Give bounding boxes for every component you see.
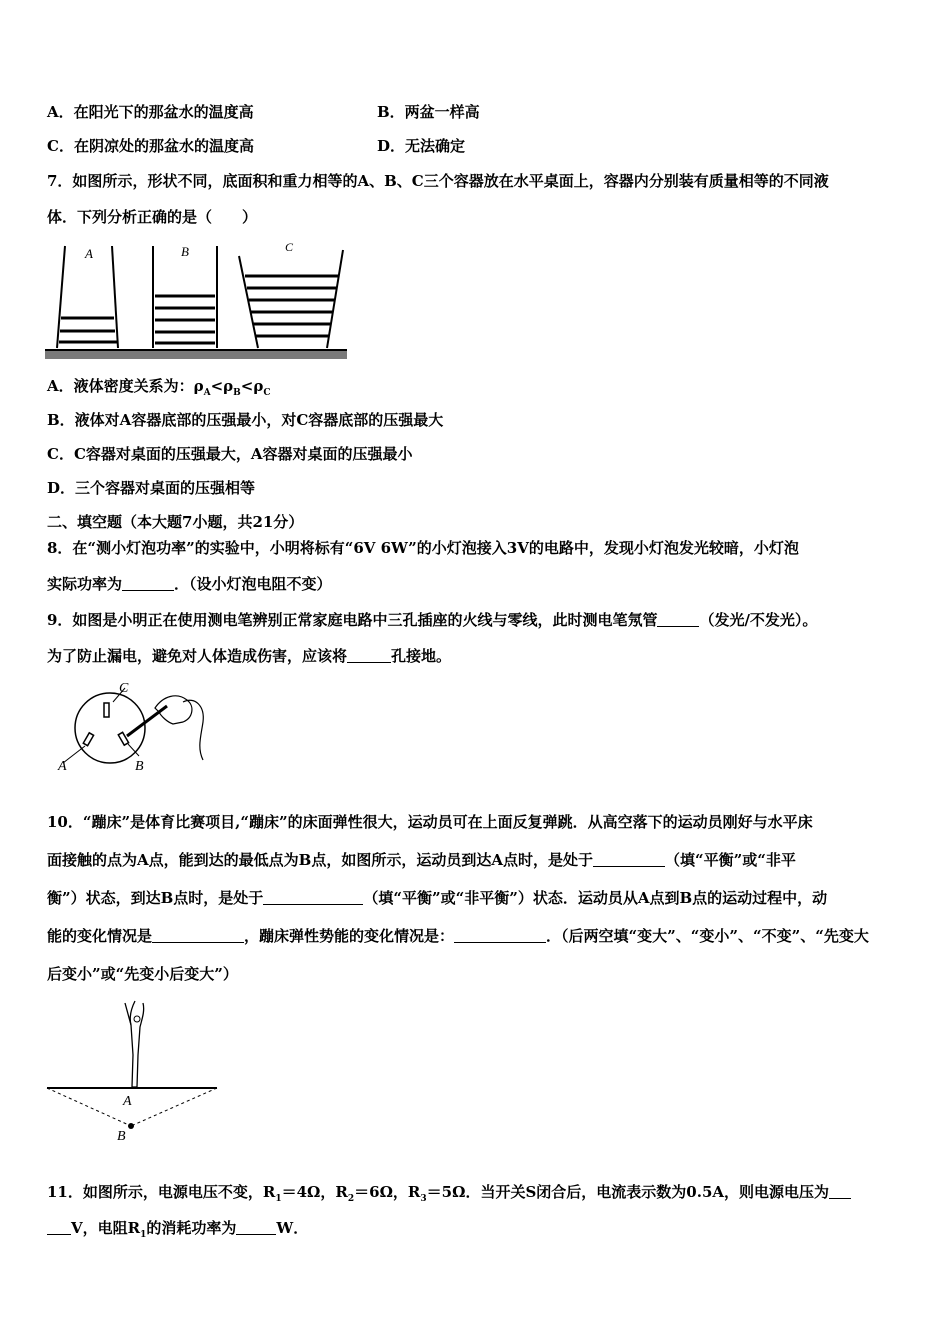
trampoline-dashed-left [47, 1088, 131, 1126]
q10-line-3: 衡”）状态，到达B点时，是处于 （填“平衡”或“非平衡”）状态．运动员从A点到B点的运动过程中，动 [47, 889, 828, 907]
container-a [57, 246, 118, 348]
container-c-label: C [285, 240, 294, 254]
container-b-label: B [181, 244, 189, 259]
q7-option-c: C．C容器对桌面的压强最大，A容器对桌面的压强最小 [47, 445, 413, 463]
point-b-dot [128, 1123, 134, 1129]
q9-blank-1[interactable] [657, 612, 699, 627]
q6-option-b: B．两盆一样高 [377, 103, 480, 121]
trampoline-label-a: A [123, 1094, 132, 1109]
athlete-head [134, 1016, 140, 1022]
q8-line-2: 实际功率为 ．（设小灯泡电阻不变） [47, 575, 332, 593]
q9-line-1: 9．如图是小明正在使用测电笔辨别正常家庭电路中三孔插座的火线与零线，此时测电笔氖管 （发光/不发光）。 [47, 611, 818, 629]
socket-label-c: C [119, 681, 129, 696]
q10-trampoline-figure [45, 995, 225, 1145]
trampoline-label-b: B [117, 1129, 126, 1144]
table-hatching [45, 351, 347, 359]
q6-options-row-1 [47, 102, 480, 122]
q9-line-2: 为了防止漏电，避免对人体造成伤害，应该将 孔接地。 [47, 647, 452, 665]
q10-line-5: 后变小”或“先变小后变大”） [47, 965, 238, 983]
q10-line-4: 能的变化情况是 ，蹦床弹性势能的变化情况是： ．（后两空填“变大”、“变小”、“不变”、“先变大 [47, 927, 869, 945]
q6-option-d: D．无法确定 [377, 137, 466, 155]
q9-socket-figure [55, 678, 215, 773]
q7-stem-line-2: 体．下列分析正确的是（ ） [47, 208, 258, 226]
q10-blank-3[interactable] [152, 928, 244, 943]
q11-blank-2[interactable] [236, 1220, 276, 1235]
test-pen [127, 706, 167, 736]
q10-line-2: 面接触的点为A点，能到达的最低点为B点，如图所示，运动员到达A点时，是处于 （填“平衡”或“非平 [47, 851, 796, 869]
arm-outline [183, 700, 203, 760]
q10-blank-2[interactable] [263, 890, 363, 905]
q7-containers-figure [45, 238, 350, 363]
q6-option-a: A．在阳光下的那盆水的温度高 [47, 103, 254, 121]
athlete-outline [130, 1001, 143, 1087]
q11-blank-1b[interactable] [47, 1220, 71, 1235]
socket-outline [75, 693, 145, 763]
q10-line-1: 10．“蹦床”是体育比赛项目,“蹦床”的床面弹性很大，运动员可在上面反复弹跳．从高空落下的运动员刚好与水平床 [47, 813, 813, 831]
q11-blank-1a[interactable] [829, 1184, 851, 1199]
section-2-title: 二、填空题（本大题7小题，共21分） [47, 513, 304, 531]
socket-hole-a [83, 733, 93, 746]
container-c [239, 250, 343, 348]
container-b [153, 246, 217, 348]
q10-blank-4[interactable] [454, 928, 546, 943]
q10-blank-1[interactable] [593, 852, 665, 867]
q8-line-1: 8．在“测小灯泡功率”的实验中，小明将标有“6V 6W”的小灯泡接入3V的电路中，发现小灯泡发光较暗，小灯泡 [47, 539, 799, 557]
q11-line-1: 11．如图所示，电源电压不变，$R_1=4\Omega$，$R_2=6\Omega$，$R_3=5\Omega$．当开关S闭合后，电流表示数为0.5A，则电源电压为 [47, 1182, 851, 1209]
q11-line-2: V，电阻$R_1$的消耗功率为 W． [47, 1218, 308, 1245]
q7-option-d: D．三个容器对桌面的压强相等 [47, 479, 256, 497]
q7-stem-line-1: 7．如图所示，形状不同，底面积和重力相等的A、B、C三个容器放在水平桌面上，容器内分别装有质量相等的不同液 [47, 172, 829, 190]
q6-option-c: C．在阴凉处的那盆水的温度高 [47, 137, 254, 155]
socket-hole-c [104, 703, 109, 717]
q8-blank[interactable] [122, 576, 174, 591]
q6-options-row-2 [47, 136, 466, 156]
trampoline-dashed-right [131, 1088, 217, 1126]
q9-blank-2[interactable] [347, 648, 391, 663]
socket-label-a: A [58, 759, 67, 773]
container-a-label: A [85, 246, 93, 261]
q7-option-a: A．液体密度关系为：$\rho_A<\rho_B<\rho_C$ [47, 377, 271, 398]
socket-label-b: B [135, 759, 144, 773]
q7-option-b: B．液体对A容器底部的压强最小，对C容器底部的压强最大 [47, 411, 444, 429]
